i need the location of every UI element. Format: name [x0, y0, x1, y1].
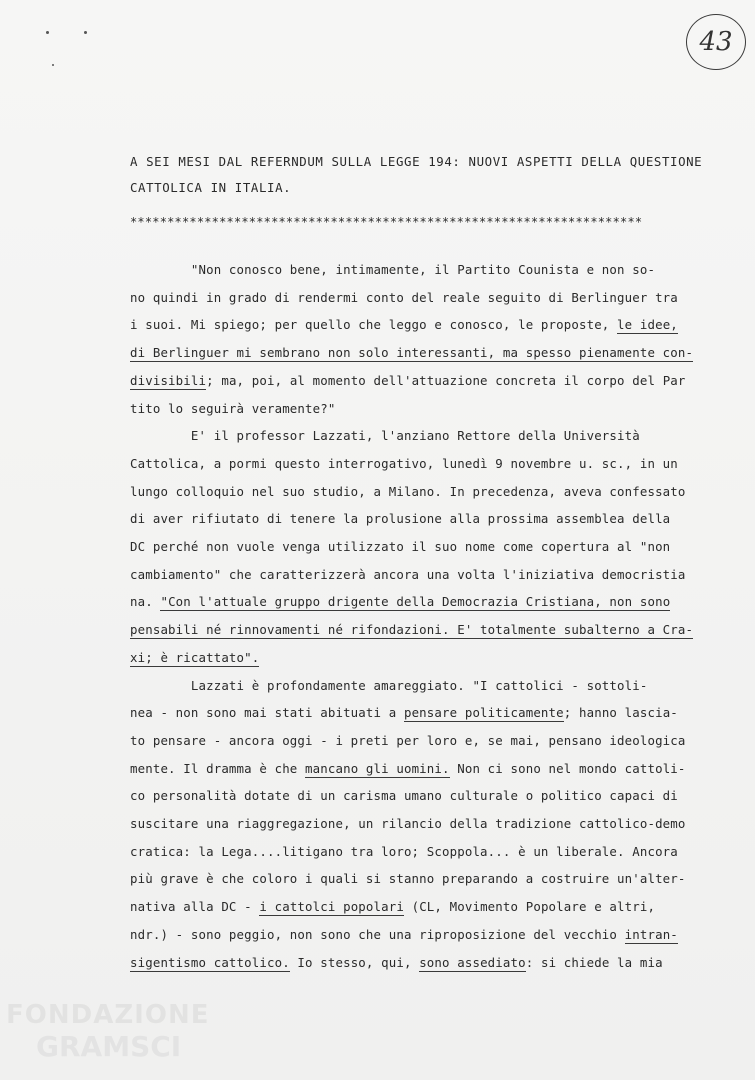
- body-line: mente. Il dramma è che mancano gli uomini. Non ci sono nel mondo cattoli-: [130, 760, 686, 776]
- body-line: E' il professor Lazzati, l'anziano Rettore della Università: [130, 428, 640, 444]
- body-line: più grave è che coloro i quali si stanno preparando a costruire un'alter-: [130, 871, 686, 887]
- body-line: sigentismo cattolico. Io stesso, qui, sono assediato: si chiede la mia: [130, 954, 663, 970]
- watermark-fondazione: FONDAZIONE: [6, 1000, 210, 1030]
- body-line: suscitare una riaggregazione, un rilancio della tradizione cattolico-demo: [130, 816, 686, 831]
- body-line: nativa alla DC - i cattolci popolari (CL, Movimento Popolare e altri,: [130, 899, 656, 915]
- body-line: "Non conosco bene, intimamente, il Partito Counista e non so-: [130, 262, 656, 277]
- scan-speck: [46, 31, 49, 34]
- body-line: co personalità dotate di un carisma umano culturale o politico capaci di: [130, 788, 678, 804]
- body-line: to pensare - ancora oggi - i preti per loro e, se mai, pensano ideologica: [130, 732, 686, 748]
- body-line: cratica: la Lega....litigano tra loro; Scoppola... è un liberale. Ancora: [130, 843, 678, 859]
- body-line: tito lo seguirà veramente?": [130, 400, 336, 416]
- scan-speck: [52, 64, 54, 66]
- body-line: di aver rifiutato di tenere la prolusione alla prossima assemblea della: [130, 511, 671, 527]
- page-number: 43: [686, 14, 746, 70]
- body-line: di Berlinguer mi sembrano non solo interessanti, ma spesso pienamente con-: [130, 345, 694, 361]
- document-title-line-2: CATTOLICA IN ITALIA.: [130, 180, 292, 195]
- body-line: Cattolica, a pormi questo interrogativo, lunedì 9 novembre u. sc., in un: [130, 455, 678, 471]
- body-line: cambiamento" che caratterizzerà ancora una volta l'iniziativa democristia: [130, 566, 686, 582]
- body-line: pensabili né rinnovamenti né rifondazioni. E' totalmente subalterno a Cra-: [130, 622, 694, 638]
- body-line: lungo colloquio nel suo studio, a Milano. In precedenza, aveva confessato: [130, 483, 686, 499]
- body-line: no quindi in grado di rendermi conto del reale seguito di Berlinguer tra: [130, 289, 678, 305]
- body-line: i suoi. Mi spiego; per quello che leggo e conosco, le proposte, le idee,: [130, 317, 678, 333]
- body-line: nea - non sono mai stati abituati a pensare politicamente; hanno lascia-: [130, 705, 678, 721]
- body-line: na. "Con l'attuale gruppo drigente della Democrazia Cristiana, non sono: [130, 594, 671, 610]
- document-title-line-1: A SEI MESI DAL REFERNDUM SULLA LEGGE 194: NUOVI ASPETTI DELLA QUESTIONE: [130, 154, 703, 169]
- body-line: xi; è ricattato".: [130, 649, 260, 665]
- body-line: ndr.) - sono peggio, non sono che una riproposizione del vecchio intran-: [130, 926, 678, 942]
- body-line: Lazzati è profondamente amareggiato. "I cattolici - sottoli-: [130, 677, 648, 693]
- body-line: divisibili; ma, poi, al momento dell'attuazione concreta il corpo del Par: [130, 372, 686, 388]
- scan-speck: [84, 31, 87, 34]
- body-line: DC perché non vuole venga utilizzato il suo nome come copertura al "non: [130, 539, 671, 554]
- watermark-gramsci: GRAMSCI: [36, 1030, 182, 1063]
- asterisk-separator: *********************************************************************: [130, 215, 643, 229]
